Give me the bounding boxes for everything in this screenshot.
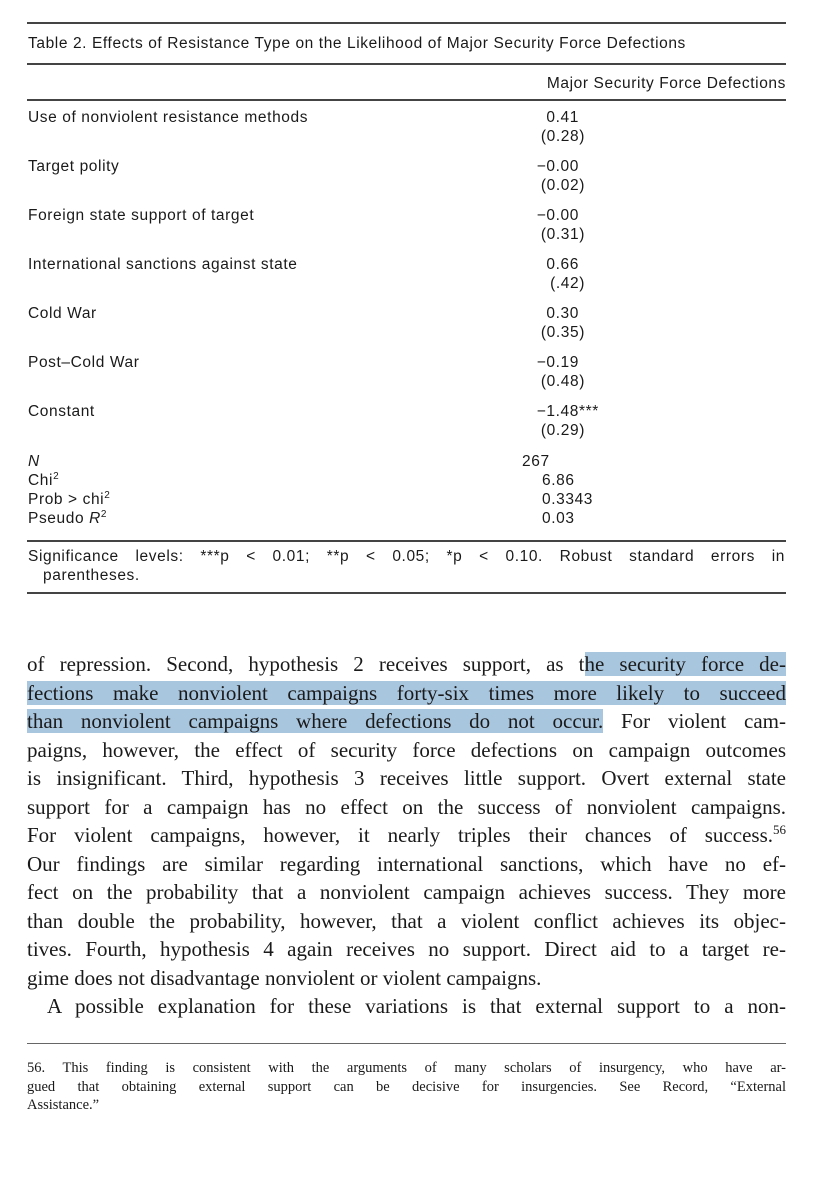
row-coefficient [546,304,579,323]
row-standard-error: (.42) [550,275,585,292]
footnote-line: 56. This finding is consistent with the arguments of many scholars of insurgency, who have ar- [27,1060,786,1076]
row-label: Foreign state support of target [28,207,255,224]
coefficient-value: −1.48 [536,403,579,420]
row-coefficient [546,108,579,127]
stat-chi-value: 6.86 [542,472,575,489]
row-coefficient [546,255,579,274]
footnote-line: gued that obtaining external support can be decisive for insurgencies. See Record, “External [27,1078,786,1095]
stat-r2-italic: R [89,510,101,527]
body-line: fect on the probability that a nonviolent campaign achieves success. They more [27,880,786,904]
body-text: of repression. Second, hypothesis 2 receives support, as t [27,652,585,676]
row-standard-error: (0.31) [540,226,585,243]
coefficient-value: −0.19 [536,354,579,371]
stat-n-label: N [28,453,40,470]
row-coefficient [537,157,579,176]
table-note-line2: parentheses. [43,567,140,584]
row-label: Use of nonviolent resistance methods [28,109,309,126]
stat-chi-sup: 2 [53,470,60,482]
body-line: gime does not disadvantage nonviolent or violent campaigns. [27,965,542,990]
stat-r2-text: Pseudo [28,510,90,527]
column-header: Major Security Force Defections [546,75,786,92]
stat-prob-value: 0.3343 [542,491,594,508]
row-coefficient [536,402,599,421]
table-caption-rule [27,63,786,65]
significance-stars: *** [579,403,599,420]
row-label: International sanctions against state [28,256,298,273]
row-label: Post–Cold War [28,354,140,371]
stat-prob-text: Prob > chi [28,491,105,508]
body-line [27,679,786,708]
stat-chi-label [28,471,59,490]
body-line: Our findings are similar regarding international sanctions, which have no ef- [27,851,786,876]
row-standard-error: (0.28) [540,128,585,145]
table-caption: Table 2. Effects of Resistance Type on the Likelihood of Major Security Force Defections [28,35,686,52]
row-coefficient [537,353,579,372]
coefficient-value: −0.00 [536,207,579,224]
footnote-ref[interactable]: 56 [773,822,786,837]
stat-chi-text: Chi [28,472,54,489]
body-text: For violent cam- [603,709,786,733]
row-label: Constant [28,403,95,420]
coefficient-value: 0.30 [546,305,579,322]
stat-prob-sup: 2 [104,489,111,501]
body-line: than double the probability, however, that a violent conflict achieves its objec- [27,908,786,933]
body-line [27,650,786,679]
row-standard-error: (0.35) [540,324,585,341]
body-line: tives. Fourth, hypothesis 4 again receives no support. Direct aid to a target re- [27,937,786,961]
table-header-rule [27,99,786,101]
footnote [27,1059,786,1115]
table-bottom-rule [27,592,786,594]
row-coefficient [537,206,579,225]
stat-prob-label [28,490,110,509]
highlighted-text[interactable]: he security force de- [584,652,786,676]
table-note-line1: Significance levels: ***p < 0.01; **p < 0.05; *p < 0.10. Robust standard errors in [28,548,785,565]
highlighted-text[interactable]: fections make nonviolent campaigns forty-six times more likely to succeed [27,680,786,705]
stat-r2-label [28,509,107,528]
body-line: support for a campaign has no effect on the success of nonviolent campaigns. [27,794,786,819]
row-label: Cold War [28,305,97,322]
coefficient-value: −0.00 [536,158,579,175]
highlighted-text[interactable]: than nonviolent campaigns where defections do not occur. [27,709,604,733]
body-text: For violent campaigns, however, it nearly triples their chances of success. [27,823,773,847]
body-line [27,821,786,850]
body-line: paigns, however, the effect of security force defections on campaign outcomes [27,737,786,762]
stat-r2-value: 0.03 [542,510,575,527]
table-top-rule [27,22,786,24]
body-line: A possible explanation for these variations is that external support to a non- [47,994,786,1018]
row-standard-error: (0.29) [540,422,585,439]
stat-n-value: 267 [522,453,550,470]
row-label: Target polity [28,158,120,175]
footnote-rule [27,1043,786,1044]
stat-r2-sup: 2 [100,508,108,520]
row-standard-error: (0.48) [540,373,585,390]
coefficient-value: 0.66 [546,256,579,273]
row-standard-error: (0.02) [540,177,585,194]
body-line: is insignificant. Third, hypothesis 3 receives little support. Overt external state [27,766,786,790]
table-stats-rule [27,540,786,542]
footnote-line: Assistance.” [27,1097,100,1113]
body-line [27,707,786,736]
coefficient-value: 0.41 [546,109,579,126]
body-paragraph [27,650,786,1021]
